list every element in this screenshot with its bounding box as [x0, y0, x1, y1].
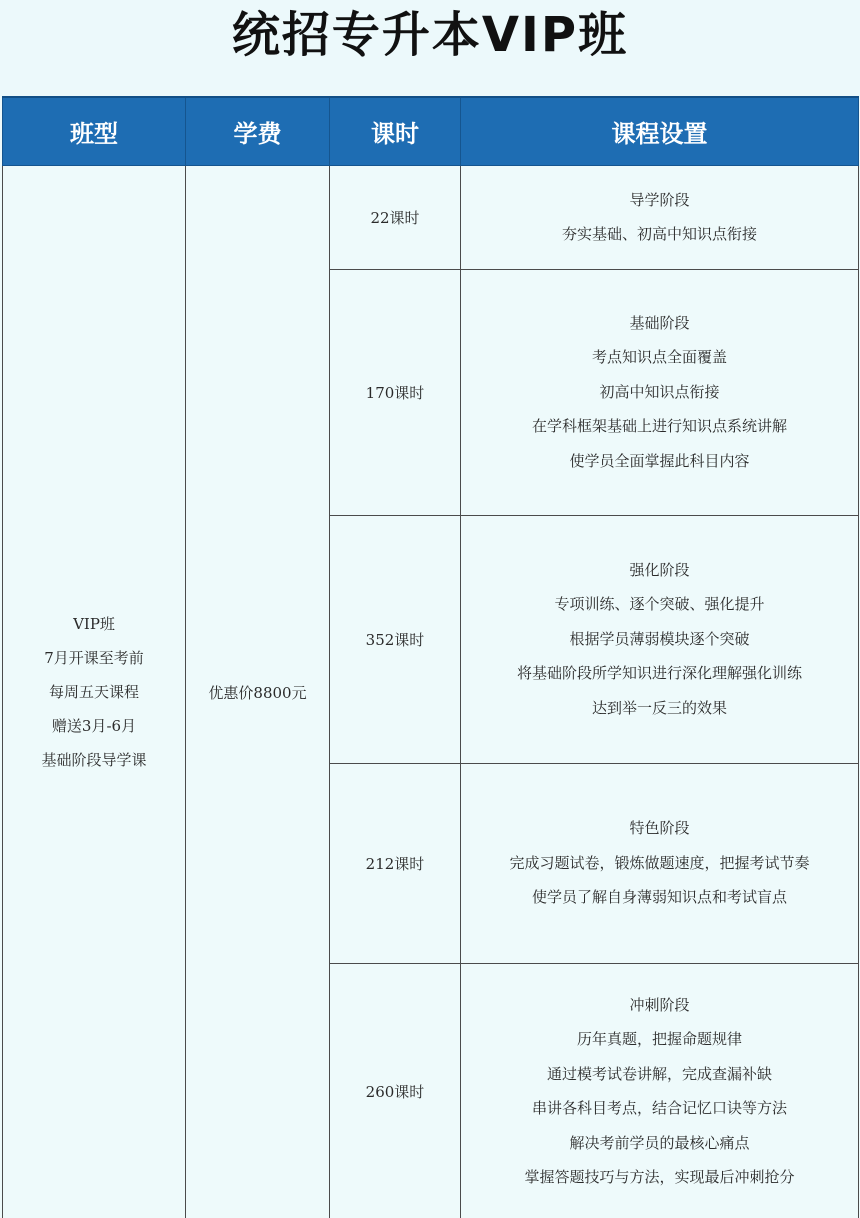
- class-info-line: 赠送3月-6月: [51, 717, 137, 735]
- class-info-line: VIP班: [73, 615, 115, 633]
- header-fee: 学费: [186, 97, 330, 165]
- hours-cell: 170课时: [330, 269, 461, 515]
- stage-title: 特色阶段: [629, 819, 690, 838]
- curriculum-cell: [461, 269, 859, 515]
- hours-cell: 212课时: [330, 763, 461, 963]
- curriculum-cell: [461, 963, 859, 1218]
- header-row: [3, 97, 859, 165]
- curriculum-cell: [461, 763, 859, 963]
- class-info-line: 每周五天课程: [48, 683, 139, 701]
- curriculum-line: 考点知识点全面覆盖: [591, 348, 727, 367]
- curriculum-line: 在学科框架基础上进行知识点系统讲解: [531, 417, 787, 436]
- curriculum-line: 使学员全面掌握此科目内容: [569, 451, 750, 470]
- course-table: [2, 96, 859, 1218]
- hours-cell: 260课时: [330, 963, 461, 1218]
- curriculum-line: 根据学员薄弱模块逐个突破: [569, 629, 750, 648]
- curriculum-cell: [461, 165, 859, 269]
- curriculum-cell: [461, 515, 859, 763]
- page-title: 统招专升本VIP班: [0, 0, 860, 96]
- curriculum-line: 使学员了解自身薄弱知识点和考试盲点: [531, 888, 787, 907]
- stage-title: 导学阶段: [629, 190, 690, 209]
- curriculum-line: 通过模考试卷讲解，完成查漏补缺: [546, 1064, 772, 1083]
- curriculum-line: 掌握答题技巧与方法，实现最后冲刺抢分: [524, 1168, 795, 1187]
- stage-title: 强化阶段: [629, 560, 690, 579]
- curriculum-line: 初高中知识点衔接: [599, 382, 720, 401]
- curriculum-line: 夯实基础、初高中知识点衔接: [561, 225, 757, 243]
- header-class-type: 班型: [3, 97, 186, 165]
- class-info-line: 7月开课至考前: [44, 649, 144, 667]
- curriculum-line: 串讲各科目考点，结合记忆口诀等方法: [531, 1099, 787, 1118]
- curriculum-line: 解决考前学员的最核心痛点: [569, 1133, 750, 1152]
- class-info-line: 基础阶段导学课: [41, 751, 147, 769]
- hours-cell: 22课时: [330, 165, 461, 269]
- curriculum-line: 完成习题试卷，锻炼做题速度，把握考试节奏: [509, 853, 810, 872]
- curriculum-line: 达到举一反三的效果: [591, 698, 727, 717]
- stage-title: 基础阶段: [629, 313, 690, 332]
- header-curriculum: 课程设置: [461, 97, 859, 165]
- curriculum-line: 历年真题，把握命题规律: [576, 1030, 742, 1049]
- curriculum-line: 专项训练、逐个突破、强化提升: [554, 595, 765, 614]
- header-hours: 课时: [330, 97, 461, 165]
- curriculum-line: 将基础阶段所学知识进行深化理解强化训练: [516, 664, 802, 683]
- hours-cell: 352课时: [330, 515, 461, 763]
- table-row: [3, 165, 859, 269]
- stage-title: 冲刺阶段: [629, 995, 690, 1014]
- fee-cell: 优惠价8800元: [186, 165, 330, 1218]
- class-type-cell: [3, 165, 186, 1218]
